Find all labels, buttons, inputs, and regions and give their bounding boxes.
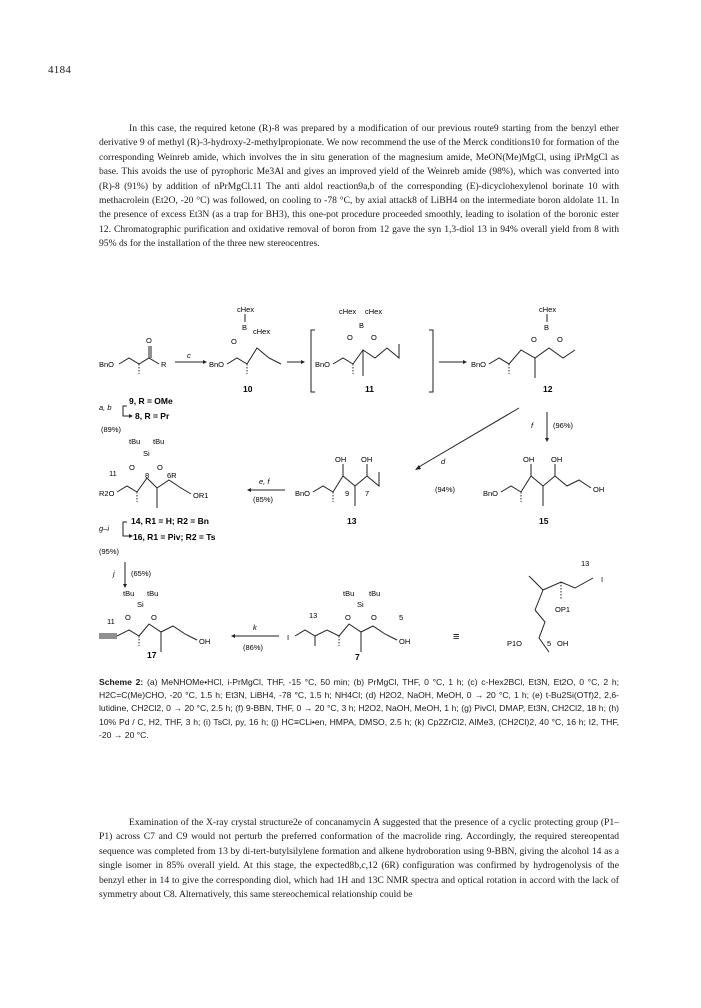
equivalence-sign: ≡: [453, 631, 460, 643]
yield-96: (96%): [553, 421, 574, 430]
tbu-label: tBu: [343, 589, 355, 598]
carbon-13: 13: [581, 559, 590, 568]
compound-15: [483, 455, 604, 526]
compound-11: [311, 307, 433, 394]
yield-95: (95%): [99, 547, 120, 556]
oxygen-label: O: [151, 613, 157, 622]
boron-label: B: [544, 323, 550, 332]
scheme-2-drawing: [99, 300, 619, 660]
yield-94: (94%): [435, 485, 456, 494]
bno-label: BnO: [315, 360, 331, 369]
compound-label-9: 9, R = OMe: [129, 396, 173, 406]
compound-17: [99, 589, 210, 660]
carbon-9: 9: [345, 489, 350, 498]
compound-number-13: 13: [347, 516, 357, 526]
page-number: 4184: [48, 64, 72, 76]
ketone-oxygen: O: [146, 336, 152, 345]
reagents-g-i: g–i: [99, 524, 110, 533]
oxygen-label: O: [371, 613, 377, 622]
compound-label-16: 16, R1 = Piv; R2 = Ts: [133, 532, 216, 542]
hydroxyl-label: OH: [557, 639, 569, 648]
chex-label: cHex: [365, 307, 383, 316]
yield-86: (86%): [243, 643, 264, 652]
bno-label: BnO: [209, 360, 225, 369]
r2o-label: R2O: [99, 489, 115, 498]
compound-13: [295, 455, 379, 526]
compound-number-7: 7: [355, 652, 360, 660]
bno-label: BnO: [99, 360, 115, 369]
boron-label: B: [242, 323, 248, 332]
compound-number-11: 11: [365, 384, 374, 394]
compound-number-10: 10: [243, 384, 253, 394]
scheme-caption: [99, 676, 619, 742]
reagent-f: f: [531, 421, 534, 430]
chex-label: cHex: [339, 307, 357, 316]
compound-label-8: 8, R = Pr: [135, 411, 170, 421]
tbu-label: tBu: [147, 589, 159, 598]
reagent-c: c: [187, 351, 191, 360]
oxygen-label: O: [347, 333, 353, 342]
bno-label: BnO: [295, 489, 311, 498]
oxygen-label: O: [125, 613, 131, 622]
carbon-7: 7: [365, 489, 370, 498]
hydroxyl-label: OH: [551, 455, 563, 464]
hydroxyl-label: OH: [593, 485, 605, 494]
reagent-j: j: [113, 569, 115, 578]
reagent-d: d: [441, 457, 446, 466]
carbon-5: 5: [547, 639, 552, 648]
op1-label: OP1: [555, 605, 571, 614]
oxygen-label: O: [531, 335, 537, 344]
bno-label: BnO: [471, 360, 487, 369]
iodine-label: I: [601, 575, 604, 584]
iodine-label: I: [287, 633, 290, 642]
chex-label: cHex: [253, 327, 271, 336]
reagents-a-b: a, b: [99, 403, 112, 412]
tbu-label: tBu: [153, 437, 165, 446]
hydroxyl-label: OH: [523, 455, 535, 464]
hydroxyl-label: OH: [399, 637, 411, 646]
scheme-2-figure: [99, 300, 619, 660]
yield-65: (65%): [131, 569, 152, 578]
reagent-k: k: [253, 623, 257, 632]
or1-label: OR1: [193, 491, 209, 500]
carbon-5: 5: [399, 613, 404, 622]
oxygen-label: O: [557, 335, 563, 344]
oxygen-label: O: [345, 613, 351, 622]
oxygen-label: O: [371, 333, 377, 342]
yield-89: (89%): [101, 425, 122, 434]
hydroxyl-label: OH: [199, 637, 211, 646]
reagents-e-f: e, f: [259, 477, 270, 486]
compound-7-conformer: [507, 559, 603, 652]
paragraph-1: In this case, the required ketone (R)-8 was prepared by a modification of our previous route9 starting from the benzyl ether derivative 9 of methyl (R)-3-hydroxy-2-methylpropionate. We now recommend the use of the Merck conditions10 for formation of the corresponding Weinreb amide, which involves the in situ generation of the magnesium amide, MeON(Me)MgCl, using iPrMgCl as base. This avoids the use of pyrophoric Me3Al and gives an improved yield of the Weinreb amide (98%), which was converted into (R)-8 (91%) by addition of nPrMgCl.11 The anti aldol reaction9a,b of the corresponding (E)-dicyclohexylenol borinate 10 with methacrolein (Et2O, -20 °C) was followed, on cooling to -78 °C, by axial attack8 of LiBH4 on the intermediate boron aldolate 11. In the presence of excess Et3N (as a trap for BH3), this one-pot procedure proceeded smoothly, leading to isolation of the boronic ester 12. Chromatographic purification and oxidative removal of boron from 12 gave the syn 1,3-diol 13 in 94% overall yield from 8 with 95% ds for the installation of the three new stereocentres.: [99, 123, 619, 250]
silicon-label: Si: [357, 600, 364, 609]
carbon-11: 11: [107, 617, 115, 626]
compound-10: [209, 305, 281, 394]
paragraph-2: Examination of the X-ray crystal structure2e of concanamycin A suggested that the presence of a cyclic protecting group (P1–P1) across C7 and C9 would not perturb the preferred conformation of the macrolide ring. Accordingly, the required stereopentad sequence was completed from 13 by di-tert-butylsilylene formation and alkene hydroboration using 9-BBN, giving the alcohol 14 as a single isomer in 85% overall yield. At this stage, the expected8b,c,12 (6R) configuration was confirmed by hydrogenolysis of the benzyl ether in 14 to give the corresponding diol, which had 1H and 13C NMR spectra and optical rotation in accord with the lack of symmetry about C8. Alternatively, this same stereochemical relationship could be: [99, 817, 619, 901]
r-group-label: R: [161, 360, 167, 369]
compound-number-17: 17: [147, 650, 157, 660]
oxygen-label: O: [231, 337, 237, 346]
tbu-label: tBu: [123, 589, 135, 598]
compound-number-15: 15: [539, 516, 549, 526]
caption-title: Scheme 2:: [99, 677, 144, 687]
oxygen-label: O: [157, 463, 163, 472]
hydroxyl-label: OH: [335, 455, 347, 464]
carbon-13: 13: [309, 611, 318, 620]
compound-14-16: [99, 437, 208, 508]
hydroxyl-label: OH: [361, 455, 373, 464]
oxygen-label: O: [129, 463, 135, 472]
silicon-label: Si: [137, 600, 144, 609]
yield-85: (85%): [253, 495, 274, 504]
chex-label: cHex: [539, 305, 557, 314]
carbon-6r: 6R: [167, 471, 177, 480]
compound-label-14: 14, R1 = H; R2 = Bn: [131, 516, 209, 526]
carbon-8: 8: [145, 471, 150, 480]
chex-label: cHex: [237, 305, 255, 314]
boron-label: B: [359, 321, 365, 330]
tbu-label: tBu: [129, 437, 141, 446]
compound-12: [471, 305, 575, 394]
silicon-label: Si: [143, 449, 150, 458]
tbu-label: tBu: [369, 589, 381, 598]
p1o-label: P1O: [507, 639, 523, 648]
bno-label: BnO: [483, 489, 499, 498]
carbon-11: 11: [109, 469, 117, 478]
compound-number-12: 12: [543, 384, 553, 394]
caption-text: (a) MeNHOMe•HCl, i-PrMgCl, THF, -15 °C, 50 min; (b) PrMgCl, THF, 0 °C, 1 h; (c) c-Hex2BCl, Et3N, Et2O, 0 °C, 2 h; H2C=C(Me)CHO, -20 °C, 1.5 h; Et3N, LiBH4, -78 °C, 1.5 h; NH4Cl; (d) H2O2, NaOH, MeOH, 0 → 20 °C, 1 h; (e) t-Bu2Si(OTf)2, 2,6-lutidine, CH2Cl2, 0 → 20 °C, 2.5 h; (f) 9-BBN, THF, 0 → 20 °C, 3 h; H2O2, NaOH, MeOH, 1 h; (g) PivCl, DMAP, Et3N, CH2Cl2, 18 h; (h) 10% Pd / C, H2, THF, 3 h; (i) TsCl, py, 16 h; (j) HC≡CLi•en, HMPA, DMSO, 2.5 h; (k) Cp2ZrCl2, AlMe3, (CH2Cl)2, 40 °C, 16 h; I2, THF, -20 → 20 °C.: [99, 677, 619, 740]
compound-7: [287, 589, 410, 660]
compound-8-9: [99, 336, 167, 374]
